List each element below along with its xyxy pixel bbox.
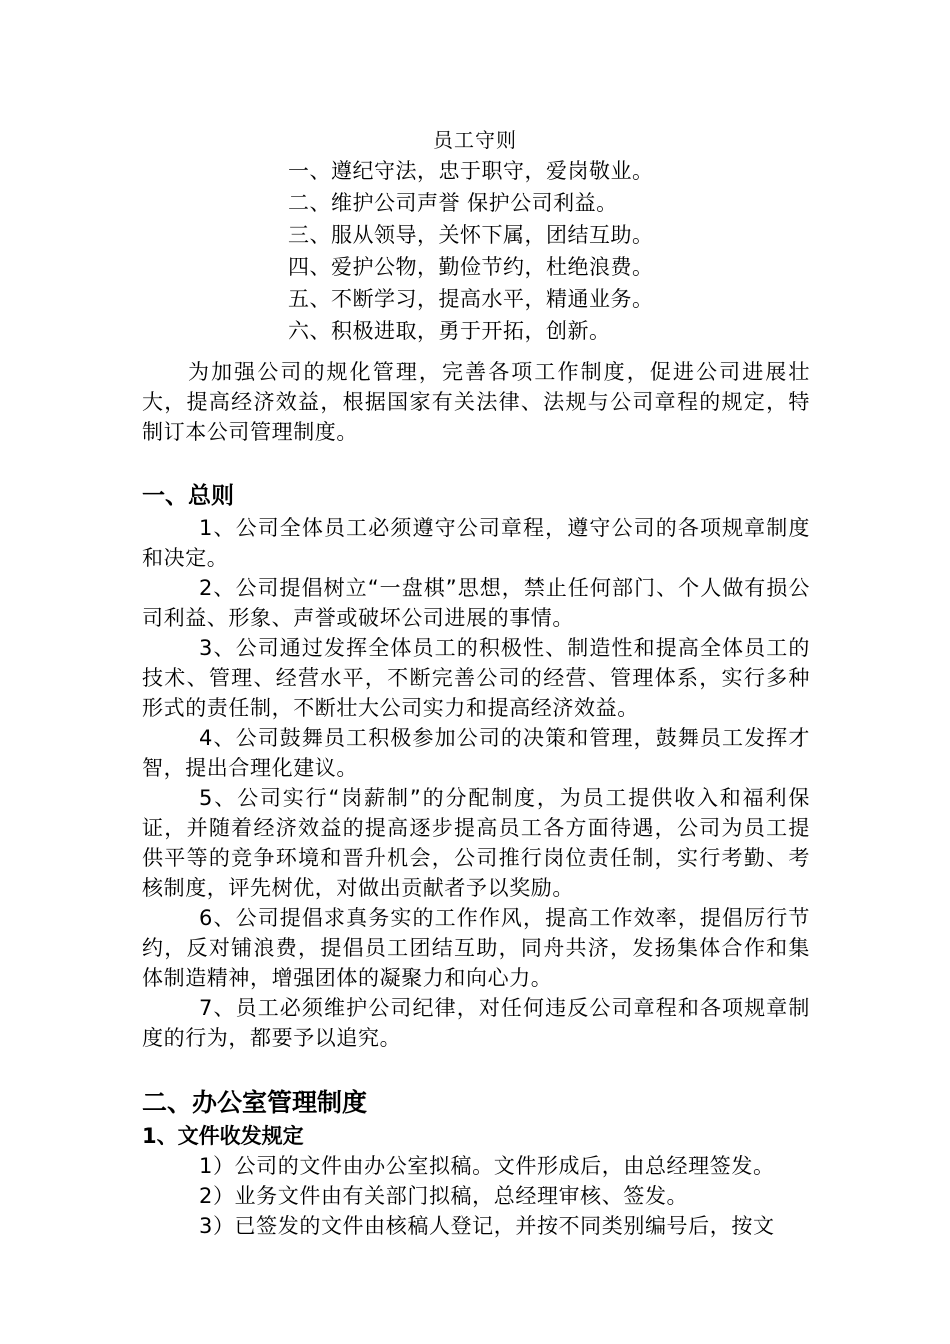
article-paragraph: 4、公司鼓舞员工积极参加公司的决策和管理，鼓舞员工发挥才智，提出合理化建议。 [142,726,810,780]
article-paragraph: 5、公司实行“岗薪制”的分配制度，为员工提供收入和福利保证，并随着经济效益的提高逐步提高员工各方面待遇，公司为员工提供平等的竞争环境和晋升机会，公司推行岗位责任制，实行考勤、考核制度，评先树优，对做出贡献者予以奖励。 [142,786,810,900]
rules-title: 员工守则 [433,128,517,152]
article-paragraph: 7、员工必须维护公司纪律，对任何违反公司章程和各项规章制度的行为，都要予以追究。 [142,996,810,1050]
article-paragraph: 2、公司提倡树立“一盘棋”思想，禁止任何部门、个人做有损公司利益、形象、声誉或破坏公司进展的事情。 [142,576,810,630]
rule-item: 五、不断学习，提高水平，精通业务。 [288,287,654,311]
general-articles [142,513,810,1053]
article-paragraph: 3、公司通过发挥全体员工的积极性、制造性和提高全体员工的技术、管理、经营水平，不断完善公司的经营、管理体系，实行多种形式的责任制，不断壮大公司实力和提高经济效益。 [142,636,810,720]
intro-paragraph: 为加强公司的规化管理，完善各项工作制度，促进公司进展壮大，提高经济效益，根据国家有关法律、法规与公司章程的规定，特制订本公司管理制度。 [142,360,810,444]
list-item: 3）已签发的文件由核稿人登记，并按不同类别编号后，按文 [199,1214,775,1238]
rule-item: 三、服从领导，关怀下属，团结互助。 [288,223,654,247]
subsection-heading: 1、文件收发规定 [142,1124,304,1148]
list-item: 2）业务文件由有关部门拟稿，总经理审核、签发。 [199,1184,689,1208]
section-heading-general: 一、总则 [142,483,234,509]
rules-list [288,155,654,347]
article-paragraph: 1、公司全体员工必须遵守公司章程，遵守公司的各项规章制度和决定。 [142,516,810,570]
list-item: 1）公司的文件由办公室拟稿。文件形成后，由总经理签发。 [199,1154,775,1178]
section-heading-office: 二、办公室管理制度 [142,1088,368,1117]
rule-item: 一、遵纪守法，忠于职守，爱岗敬业。 [288,159,654,183]
article-paragraph: 6、公司提倡求真务实的工作作风，提高工作效率，提倡厉行节约，反对铺浪费，提倡员工团结互助，同舟共济，发扬集体合作和集体制造精神，增强团体的凝聚力和向心力。 [142,906,810,990]
document-body [142,357,810,1241]
rule-item: 六、积极进取，勇于开拓，创新。 [288,319,611,343]
rule-item: 四、爱护公物，勤俭节约，杜绝浪费。 [288,255,654,279]
rule-item: 二、维护公司声誉 保护公司利益。 [288,191,618,215]
